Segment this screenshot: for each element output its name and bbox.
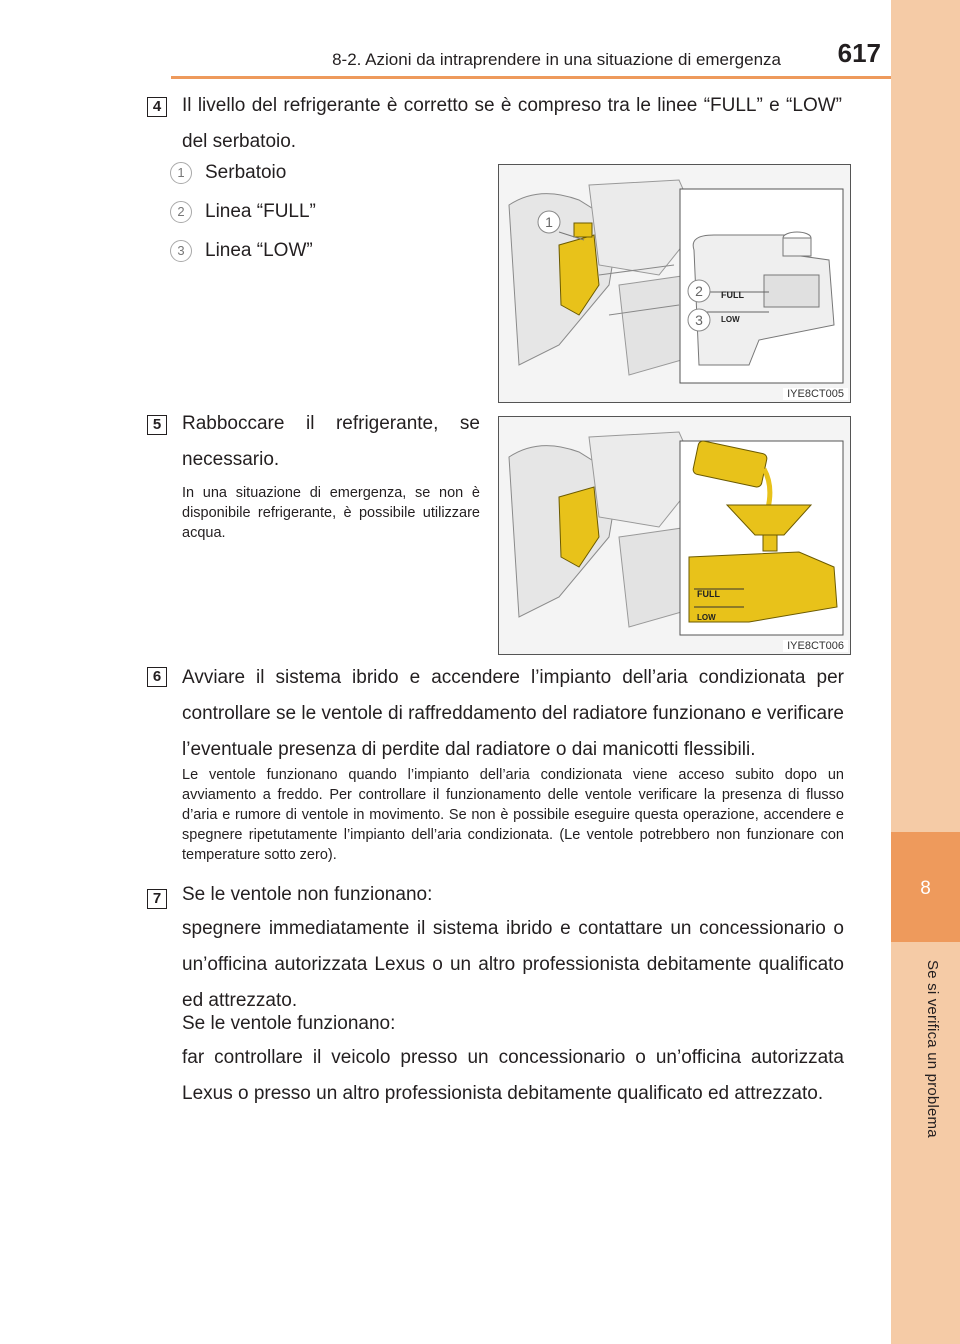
item-1-marker: 1	[170, 162, 192, 184]
step-7-lead-2: Se le ventole funzionano:	[182, 1013, 396, 1034]
step-5-note: In una situazione di emergenza, se non è disponibile refrigerante, è possibile utilizzare acqua.	[182, 485, 480, 541]
header-rule	[171, 76, 891, 79]
figure-code-2: IYE8CT006	[783, 640, 848, 652]
step-7-text-1: spegnere immediatamente il sistema ibrido e contattare un concessionario o un’officina autorizzata Lexus o un altro professionista debitamente qualificato ed attrezzato.	[182, 918, 844, 1011]
full-mark: FULL	[721, 290, 744, 300]
item-3-label: Linea “LOW”	[205, 240, 313, 261]
step-4-marker: 4	[147, 97, 167, 117]
step-7-marker: 7	[147, 889, 167, 909]
low-mark: LOW	[721, 315, 740, 324]
callout-3: 3	[695, 312, 703, 328]
item-3-marker: 3	[170, 240, 192, 262]
item-2-label: Linea “FULL”	[205, 201, 316, 222]
section-title: 8-2. Azioni da intraprendere in una situazione di emergenza	[332, 50, 781, 69]
page-number: 617	[837, 38, 881, 68]
step-6-note: Le ventole funzionano quando l’impianto dell’aria condizionata viene acceso subito dopo un avviamento a freddo. Per controllare il funzionamento delle ventole verificare la presenza di flusso d’aria e rumore di ventole in movimento. Se non è possibile eseguire questa operazione, accendere e spegnere ripetutamente l’impianto dell’aria condizionata. (Le ventole potrebbero non funzionare con temperature sotto zero).	[182, 767, 844, 863]
step-4-text: Il livello del refrigerante è corretto se è compreso tra le linee “FULL” e “LOW” del serbatoio.	[182, 95, 842, 152]
chapter-title: Se si verifica un problema	[924, 960, 941, 1138]
chapter-sidebar	[891, 0, 960, 1344]
refill-illustration	[499, 417, 850, 654]
step-5-marker: 5	[147, 415, 167, 435]
figure-code: IYE8CT005	[783, 388, 848, 400]
callout-1: 1	[545, 214, 553, 230]
refill-figure	[498, 416, 851, 655]
chapter-number: 8	[920, 878, 931, 899]
step-6-marker: 6	[147, 667, 167, 687]
step-6-text: Avviare il sistema ibrido e accendere l’impianto dell’aria condizionata per controllare se le ventole di raffreddamento del radiatore funzionano e verificare l’eventuale presenza di perdite dal radiatore o dai manicotti flessibili.	[182, 667, 844, 760]
step-7-text-2: far controllare il veicolo presso un concessionario o un’officina autorizzata Lexus o presso un altro professionista debitamente qualificato ed attrezzato.	[182, 1047, 844, 1104]
engine-bay-illustration	[499, 165, 850, 402]
item-2-marker: 2	[170, 201, 192, 223]
page-header	[0, 40, 891, 80]
step-7-lead-1: Se le ventole non funzionano:	[182, 884, 433, 905]
item-1-label: Serbatoio	[205, 162, 287, 183]
callout-2: 2	[695, 283, 703, 299]
full-mark-2: FULL	[697, 589, 720, 599]
coolant-level-figure	[498, 164, 851, 403]
step-5-text: Rabboccare il refrigerante, se necessario.	[182, 413, 480, 470]
low-mark-2: LOW	[697, 613, 716, 622]
